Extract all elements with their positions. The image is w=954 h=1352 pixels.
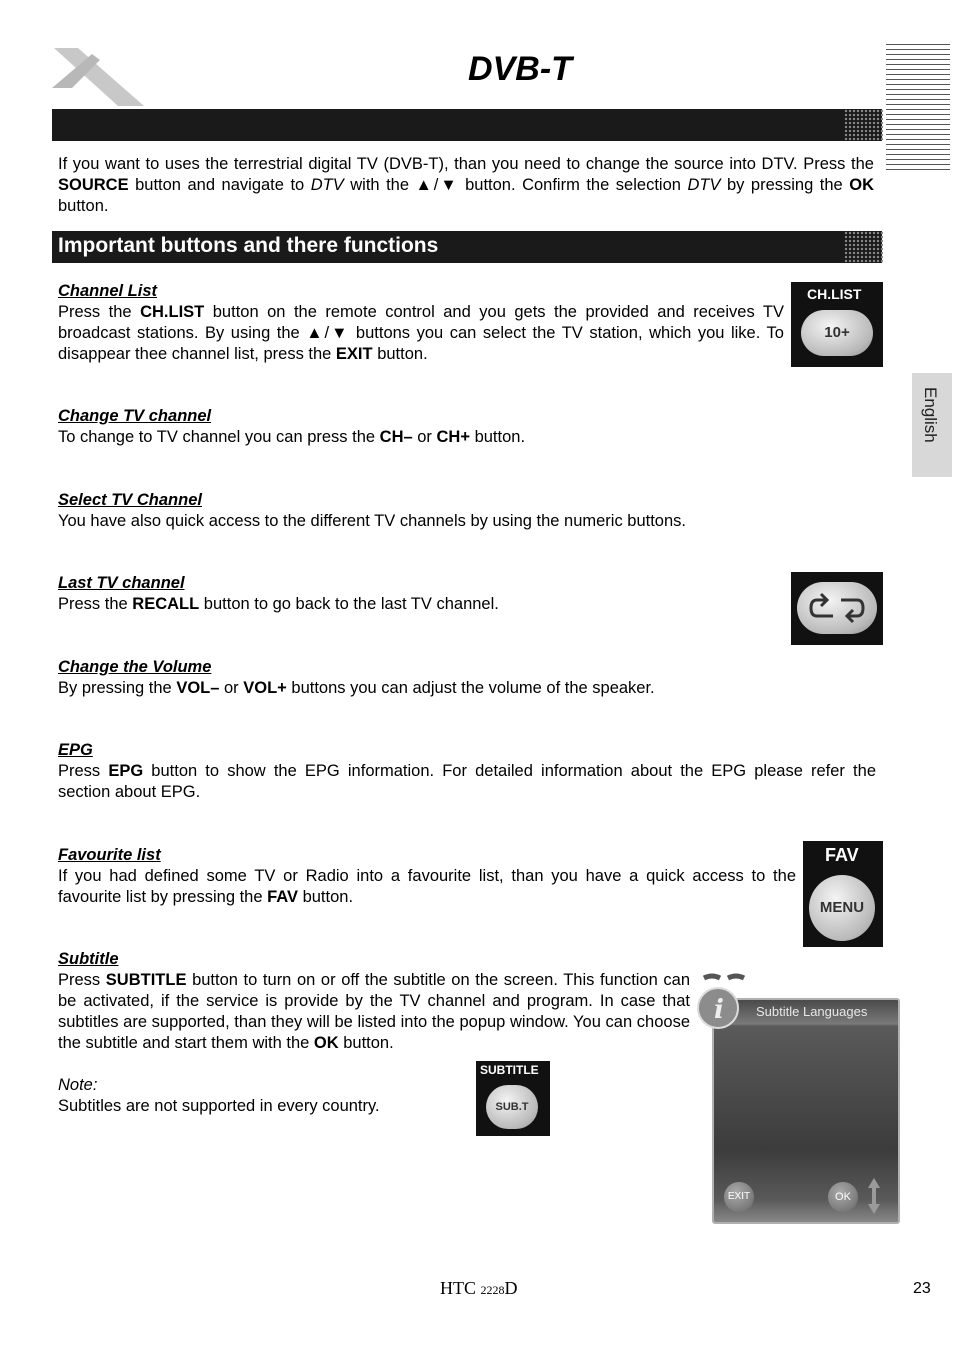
subtitle-heading: Subtitle xyxy=(58,950,119,968)
section-bar xyxy=(52,231,882,263)
svg-text:i: i xyxy=(714,995,724,1025)
epg-heading: EPG xyxy=(58,741,93,759)
recall-arrows-icon xyxy=(807,590,867,626)
change-channel-heading: Change TV channel xyxy=(58,407,212,425)
channel-list-text: Press the CH.LIST button on the remote control and you gets the provided and receives TV broadcast stations. By using the ▲/▼ buttons you can select the TV station, which you like. To disappear thee channel list, press the EXIT button. xyxy=(58,303,784,363)
popup-title: Subtitle Languages xyxy=(756,1004,868,1019)
page-title: DVB-T xyxy=(468,50,572,88)
footer-model: HTC 2228D xyxy=(440,1278,518,1298)
brand-logo xyxy=(48,40,148,110)
subtitle-languages-popup xyxy=(696,972,898,1222)
favourite-heading: Favourite list xyxy=(58,846,161,864)
up-down-arrows-icon xyxy=(866,1176,882,1216)
chlist-button-image: CH.LIST 10+ xyxy=(791,282,883,367)
select-channel-text: You have also quick access to the different TV channels by using the numeric buttons. xyxy=(58,512,686,530)
change-channel-item xyxy=(58,406,874,448)
note-block xyxy=(58,1075,458,1117)
change-channel-text: To change to TV channel you can press the CH– or CH+ button. xyxy=(58,428,526,446)
section-title: Important buttons and there functions xyxy=(58,234,439,257)
volume-text: By pressing the VOL– or VOL+ buttons you can adjust the volume of the speaker. xyxy=(58,679,655,697)
note-text: Subtitles are not supported in every country. xyxy=(58,1097,380,1115)
volume-item xyxy=(58,657,874,699)
recall-button-image xyxy=(791,572,883,645)
select-channel-heading: Select TV Channel xyxy=(58,491,202,509)
popup-ok-button[interactable]: OK xyxy=(828,1182,858,1212)
info-icon xyxy=(696,972,756,1032)
intro-paragraph: If you want to uses the terrestrial digital TV (DVB-T), than you need to change the source into DTV. Press the SOURCE button and navigate to DTV with the ▲/▼ button. Confirm the selection DTV by pressing the OK button. xyxy=(58,155,874,215)
channel-list-heading: Channel List xyxy=(58,282,158,300)
epg-text: Press EPG button to show the EPG information. For detailed information about the EPG please refer the section about EPG. xyxy=(58,762,876,801)
channel-list-item xyxy=(58,281,784,365)
subtitle-button-image: SUBTITLE SUB.T xyxy=(476,1061,550,1136)
language-tab xyxy=(912,373,952,477)
language-tab-label: English xyxy=(921,387,940,443)
last-channel-heading: Last TV channel xyxy=(58,574,185,592)
volume-heading: Change the Volume xyxy=(58,658,212,676)
page-number: 23 xyxy=(913,1280,931,1297)
favourite-item xyxy=(58,845,796,908)
fav-button-image: FAV MENU xyxy=(803,841,883,947)
subtitle-text: Press SUBTITLE button to turn on or off the subtitle on the screen. This function can be activated, if the service is provide by the TV channel and program. In case that subtitles are supported, than they will be listed into the popup window. You can choose the subtitle and start them with the OK button. xyxy=(58,971,691,1052)
header-bar xyxy=(52,109,882,141)
note-label: Note: xyxy=(58,1076,98,1094)
select-channel-item xyxy=(58,490,874,532)
subtitle-item xyxy=(58,949,690,1054)
popup-exit-button[interactable]: EXIT xyxy=(724,1182,754,1212)
last-channel-text: Press the RECALL button to go back to the last TV channel. xyxy=(58,595,499,613)
last-channel-item xyxy=(58,573,758,615)
favourite-text: If you had defined some TV or Radio into a favourite list, than you have a quick access to the favourite list by pressing the FAV button. xyxy=(58,867,796,906)
epg-item xyxy=(58,740,876,803)
decorative-stripes xyxy=(886,44,950,172)
